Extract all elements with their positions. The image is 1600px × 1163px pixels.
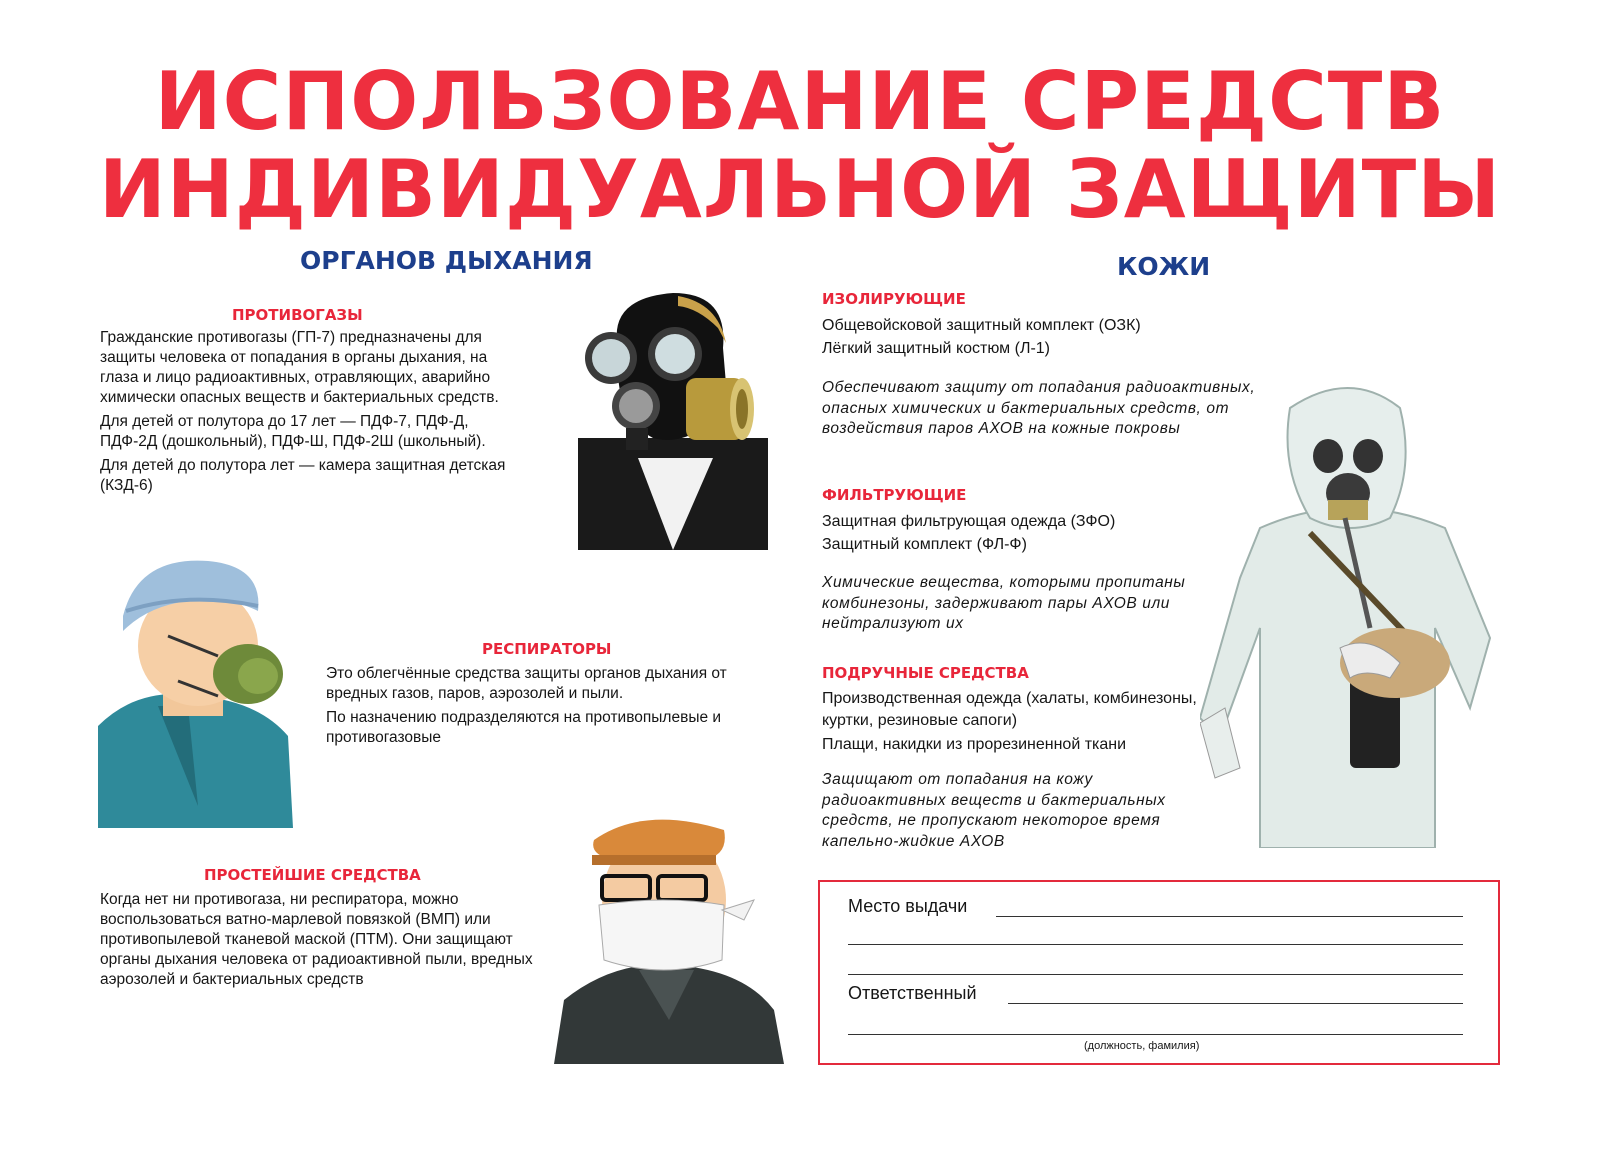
gasmasks-paragraph-2: Для детей от полутора до 17 лет — ПДФ-7, ПДФ-Д, ПДФ-2Д (дошкольный), ПДФ-Ш, ПДФ-2Ш (школьный). bbox=[100, 413, 486, 450]
section-heading-respiratory: ОРГАНОВ ДЫХАНИЯ bbox=[300, 246, 593, 275]
gasmasks-paragraph-1: Гражданские противогазы (ГП-7) предназначены для защиты человека от попадания в органы дыхания, на глаза и лицо радиоактивных, отравляющих, аварийно химически опасных веществ и бактериальных средств. bbox=[100, 329, 499, 406]
gasmasks-label: ПРОТИВОГАЗЫ bbox=[232, 306, 363, 324]
improvised-item-clothing: Производственная одежда (халаты, комбинезоны, куртки, резиновые сапоги) bbox=[822, 690, 1197, 729]
respirator-illustration bbox=[98, 556, 298, 828]
filtering-note: Химические вещества, которыми пропитаны комбинезоны, задерживают пары АХОВ или нейтрализуют их bbox=[822, 574, 1186, 632]
responsible-line-2[interactable] bbox=[848, 1034, 1463, 1035]
issue-place-line-2[interactable] bbox=[848, 944, 1463, 945]
issue-place-line-3[interactable] bbox=[848, 974, 1463, 975]
poster-title-line-2: ИНДИВИДУАЛЬНОЙ ЗАЩИТЫ bbox=[98, 143, 1502, 236]
gauze-bandage-illustration bbox=[554, 810, 788, 1064]
respirators-label: РЕСПИРАТОРЫ bbox=[482, 640, 612, 658]
issue-place-line-1[interactable] bbox=[996, 916, 1463, 917]
poster-title-line-1: ИСПОЛЬЗОВАНИЕ СРЕДСТВ bbox=[154, 55, 1446, 148]
filtering-label: ФИЛЬТРУЮЩИЕ bbox=[822, 486, 967, 504]
respirators-paragraph-1: Это облегчённые средства защиты органов дыхания от вредных газов, паров, аэрозолей и пыли. bbox=[326, 665, 727, 702]
gasmasks-text bbox=[100, 328, 520, 500]
respirators-text bbox=[326, 664, 786, 752]
section-heading-skin: КОЖИ bbox=[1117, 252, 1211, 281]
simple-means-label: ПРОСТЕЙШИЕ СРЕДСТВА bbox=[204, 866, 421, 884]
position-name-caption: (должность, фамилия) bbox=[1084, 1040, 1200, 1052]
simple-means-paragraph-1: Когда нет ни противогаза, ни респиратора, можно воспользоваться ватно-марлевой повязкой (ВМП) или противопылевой тканевой маской (ПТМ). Они защищают органы дыхания человека от радиоактивной пыли, вредных аэрозолей и бактериальных средств bbox=[100, 891, 533, 988]
responsible-label: Ответственный bbox=[848, 983, 977, 1003]
isolating-label: ИЗОЛИРУЮЩИЕ bbox=[822, 290, 966, 308]
gas-mask-illustration bbox=[578, 288, 774, 550]
gasmasks-paragraph-3: Для детей до полутора лет — камера защитная детская (КЗД-6) bbox=[100, 457, 506, 494]
filtering-item-flf: Защитный комплект (ФЛ-Ф) bbox=[822, 536, 1027, 553]
isolating-note: Обеспечивают защиту от попадания радиоактивных, опасных химических и бактериальных средств, от воздействия паров АХОВ на кожные покровы bbox=[822, 379, 1256, 437]
improvised-item-cloaks: Плащи, накидки из прорезиненной ткани bbox=[822, 736, 1127, 753]
simple-means-text bbox=[100, 890, 552, 994]
protective-suit-illustration bbox=[1200, 378, 1500, 848]
responsible-line-1[interactable] bbox=[1008, 1003, 1463, 1004]
issue-place-label: Место выдачи bbox=[848, 896, 968, 916]
filtering-item-zfo: Защитная фильтрующая одежда (ЗФО) bbox=[822, 513, 1116, 530]
isolating-item-l1: Лёгкий защитный костюм (Л-1) bbox=[822, 340, 1050, 357]
improvised-label: ПОДРУЧНЫЕ СРЕДСТВА bbox=[822, 664, 1029, 682]
improvised-note: Защищают от попадания на кожу радиоактивных веществ и бактериальных средств, не пропускают некоторое время капельно-жидкие АХОВ bbox=[822, 771, 1166, 850]
isolating-item-ozk: Общевойсковой защитный комплект (ОЗК) bbox=[822, 317, 1141, 334]
respirators-paragraph-2: По назначению подразделяются на противопылевые и противогазовые bbox=[326, 709, 722, 746]
